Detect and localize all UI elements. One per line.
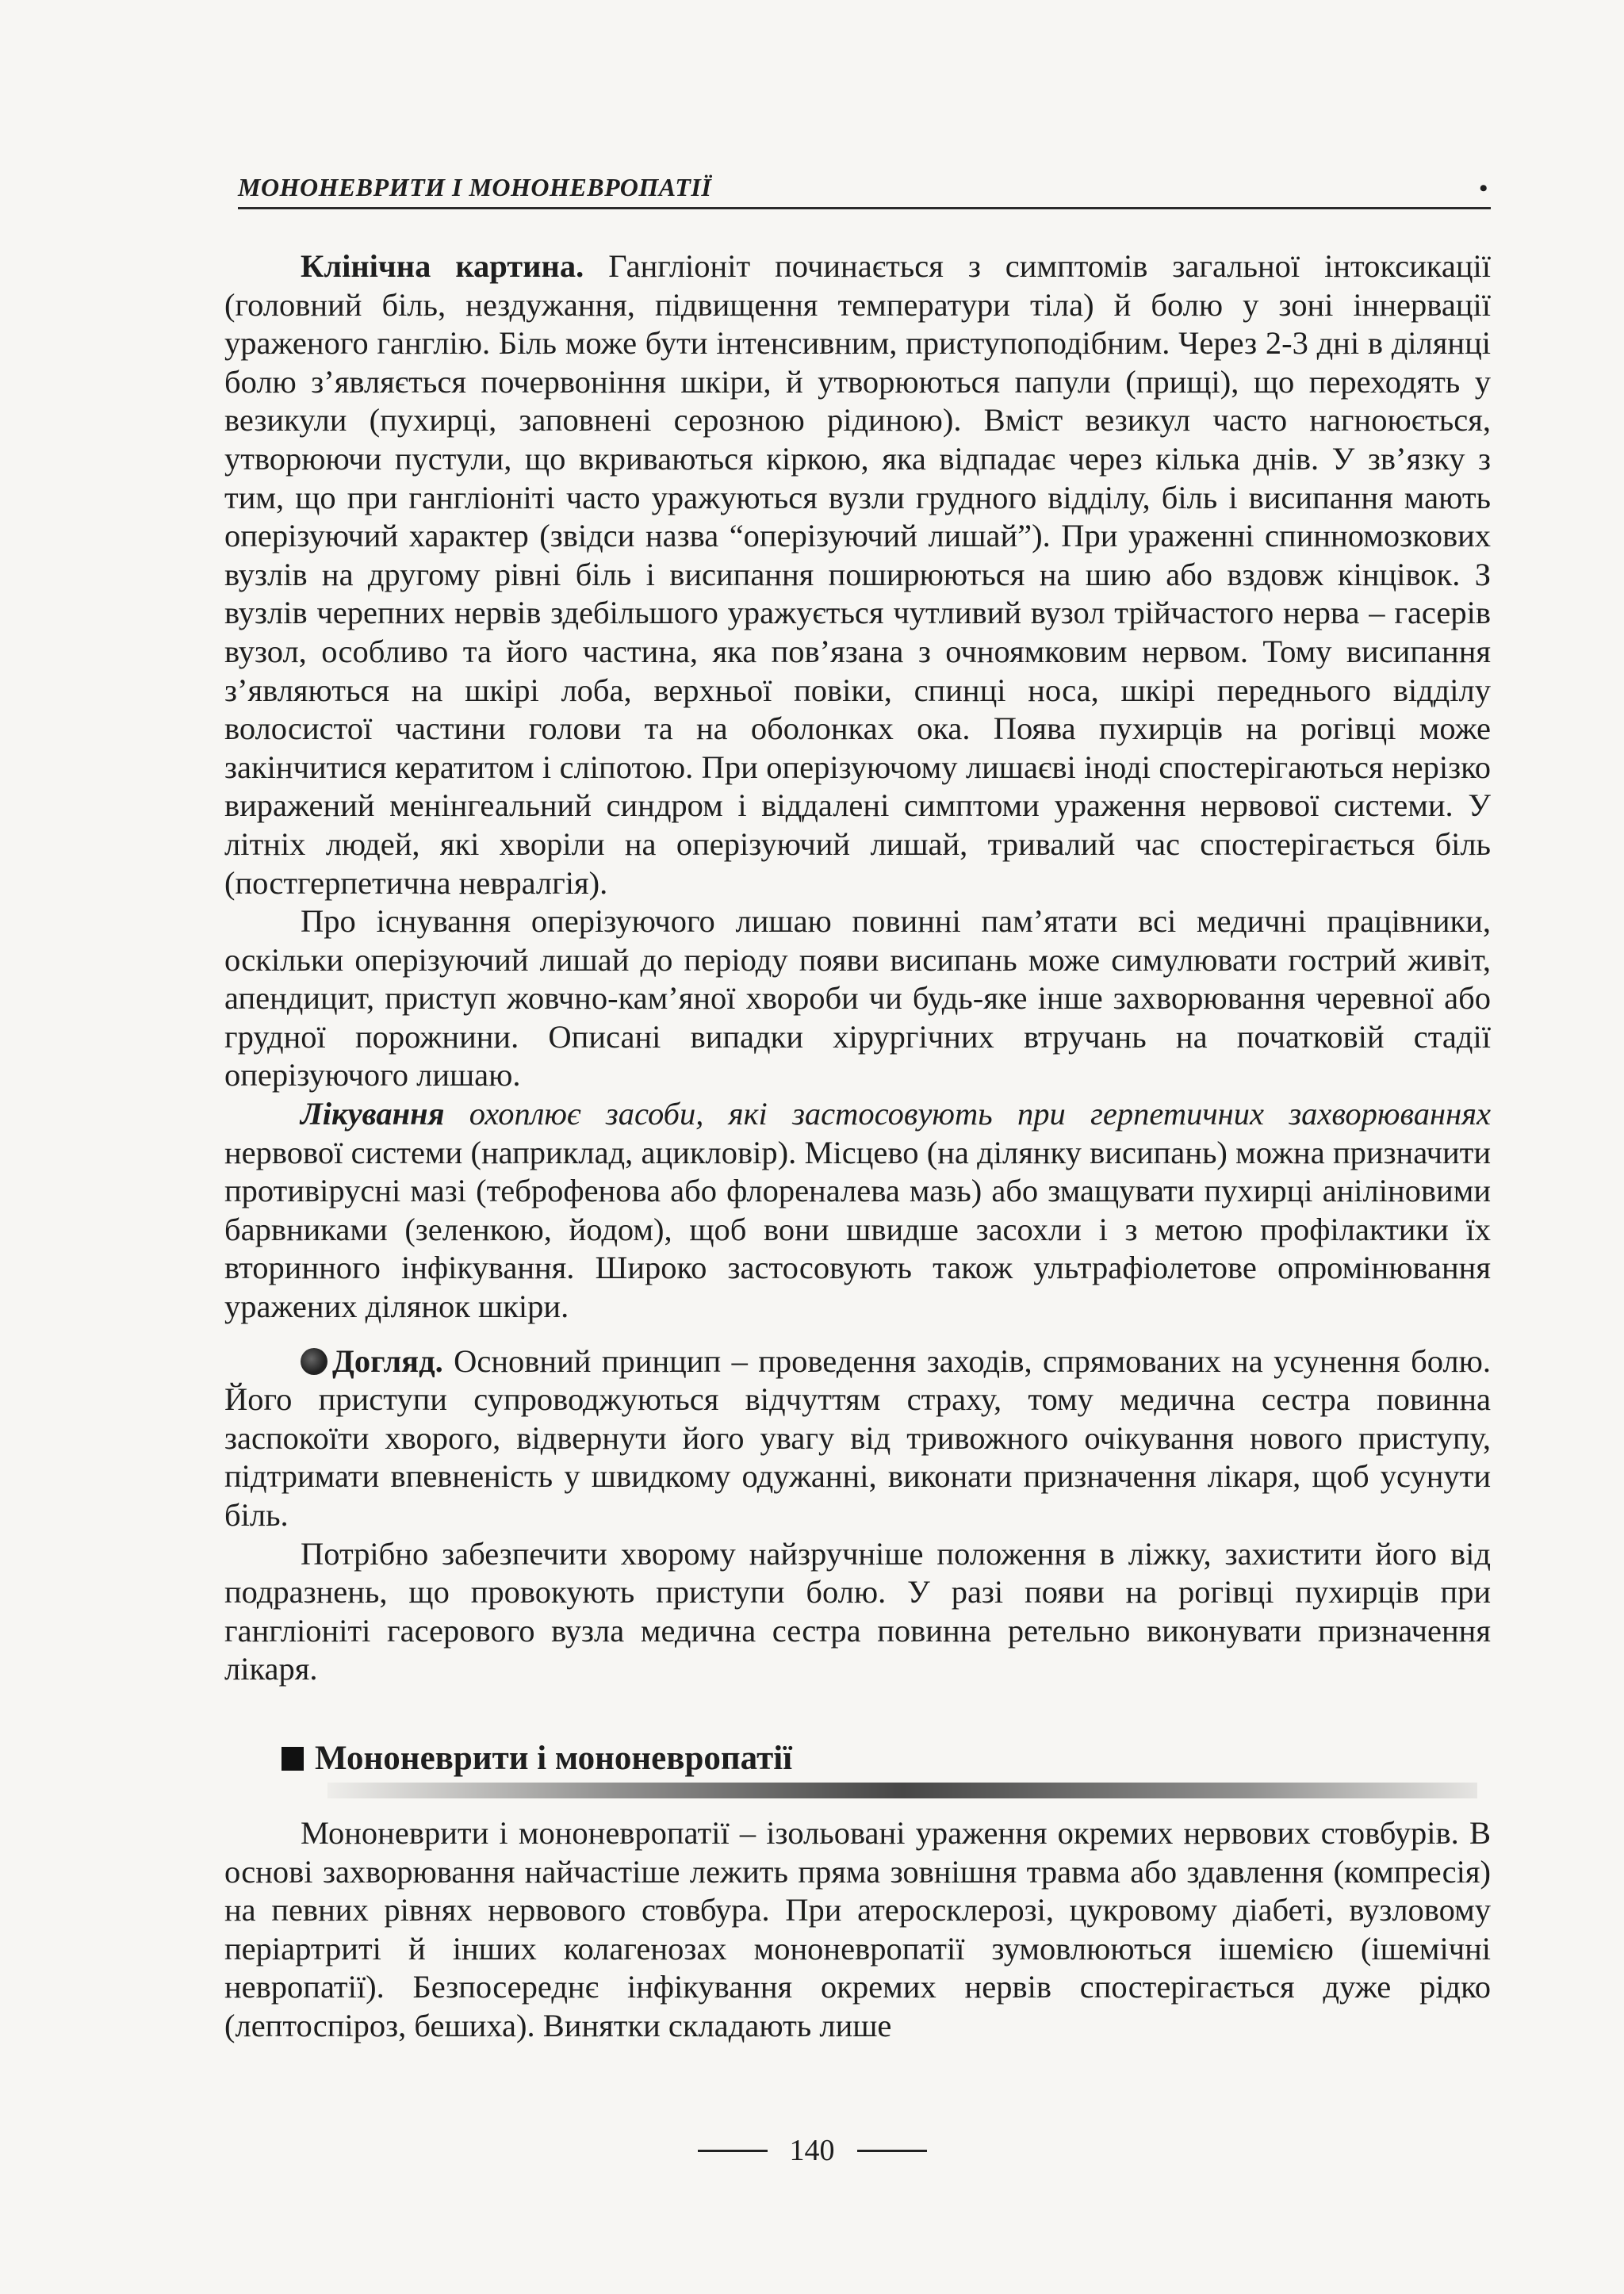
- paragraph-shingles-awareness: [224, 902, 1491, 1095]
- paragraph-positioning: [224, 1535, 1491, 1689]
- paragraph-treatment: [224, 1095, 1491, 1327]
- term-clinical-picture: Клінічна картина.: [301, 248, 584, 284]
- running-header: [238, 173, 1491, 209]
- paragraph-text: Гангліоніт починається з симптомів загальної інтоксикації (головний біль, нездужання, підвищення температури тіла) й болю у зоні іннервації ураженого ганглію. Біль може бути інтенсивним, приступоподібним. Через 2-3 дні в ділянці болю з’являється почервоніння шкіри, й утворюються папули (прищі), що переходять у везикули (пухирці, заповнені серозною рідиною). Вміст везикул часто нагноюється, утворюючи пустули, що вкриваються кіркою, яка відпадає через кілька днів. У зв’язку з тим, що при гангліоніті часто уражуються вузли грудного відділу, біль і висипання мають оперізуючий характер (звідси назва “оперізуючий лишай”). При ураженні спинномозкових вузлів на другому рівні біль і висипання поширюються на шию або вздовж кінцівок. З вузлів черепних нервів здебільшого уражується чутливий вузол трійчастого нерва – гасерів вузол, особливо та його частина, яка пов’язана з очноямковим нервом. Тому висипання з’являються на шкірі лоба, верхньої повіки, спинці носа, шкірі переднього відділу волосистої частини голови та на оболонках ока. Поява пухирців на рогівці може закінчитися кератитом і сліпотою. При оперізуючому лишаєві іноді спостерігаються нерізко виражений менінгеальний синдром і віддалені симптоми ураження нервової системи. У літніх людей, які хворіли на оперізуючий лишай, тривалий час спостерігається біль (постгерпетична невралгія).: [224, 248, 1491, 901]
- term-care: Догляд.: [332, 1342, 443, 1379]
- heading-underline-band: [327, 1783, 1477, 1798]
- header-bullet: •: [1479, 175, 1488, 201]
- paragraph-text: Мононеврити і мононевропатії – ізольовані ураження окремих нервових стовбурів. В основі захворювання найчастіше лежить пряма зовнішня травма або здавлення (компресія) на певних рівнях нервового стовбура. При атеросклерозі, цукровому діабеті, вузловому періартриті й інших колагенозах мононевропатії зумовлюються ішемією (ішемічні невропатії). Безпосереднє інфікування окремих нервів спостерігається дуже рідко (лептоспіроз, бешиха). Винятки складають лише: [224, 1814, 1491, 2043]
- body-text: [224, 247, 1491, 2046]
- term-treatment: Лікування: [301, 1096, 445, 1132]
- page-number: 140: [789, 2134, 835, 2167]
- paragraph-mononeuritis: [224, 1814, 1491, 2046]
- treatment-italic-text: охоплює засоби, які застосовують при герпетичних захворюваннях: [444, 1096, 1491, 1132]
- footer-dash-right: [857, 2150, 927, 2152]
- paragraph-text: Потрібно забезпечити хворому найзручніше положення в ліжку, захистити його від подразнень, що провокують приступи болю. У разі появи на рогівці пухирців при гангліоніті гасерового вузла медична сестра повинна ретельно виконувати призначення лікаря.: [224, 1535, 1491, 1687]
- care-leaf-icon: [301, 1348, 327, 1375]
- section-heading: [224, 1738, 1491, 1779]
- page-footer: [0, 2133, 1624, 2168]
- paragraph-text: Основний принцип – проведення заходів, спрямованих на усунення болю. Його приступи супроводжуються відчуттям страху, тому медична сестра повинна заспокоїти хворого, відвернути його увагу від тривожного очікування нового приступу, підтримати впевненість у швидкому одужанні, виконати призначення лікаря, щоб усунути біль.: [224, 1342, 1491, 1533]
- black-square-icon: [282, 1747, 304, 1771]
- footer-dash-left: [698, 2150, 768, 2152]
- paragraph-text: Про існування оперізуючого лишаю повинні пам’ятати всі медичні працівники, оскільки оперізуючий лишай до періоду появи висипань може симулювати гострий живіт, апендицит, приступ жовчно-кам’яної хвороби чи будь-яке інше захворювання черевної або грудної порожнини. Описані випадки хірургічних втручань на початковій стадії оперізуючого лишаю.: [224, 903, 1491, 1093]
- paragraph-text: нервової системи (наприклад, ацикловір). Місцево (на ділянку висипань) можна призначити противірусні мазі (теброфенова або флореналева мазь) або змащувати пухирці аніліновими барвниками (зеленкою, йодом), щоб вони швидше засохли і з метою профілактики їх вторинного інфікування. Широко застосовують також ультрафіолетове опромінювання уражених ділянок шкіри.: [224, 1134, 1491, 1325]
- paragraph-clinical-picture: [224, 247, 1491, 902]
- section-heading-text: Мононеврити і мононевропатії: [315, 1739, 793, 1777]
- paragraph-care: [224, 1342, 1491, 1535]
- header-title: МОНОНЕВРИТИ І МОНОНЕВРОПАТІЇ: [238, 173, 712, 201]
